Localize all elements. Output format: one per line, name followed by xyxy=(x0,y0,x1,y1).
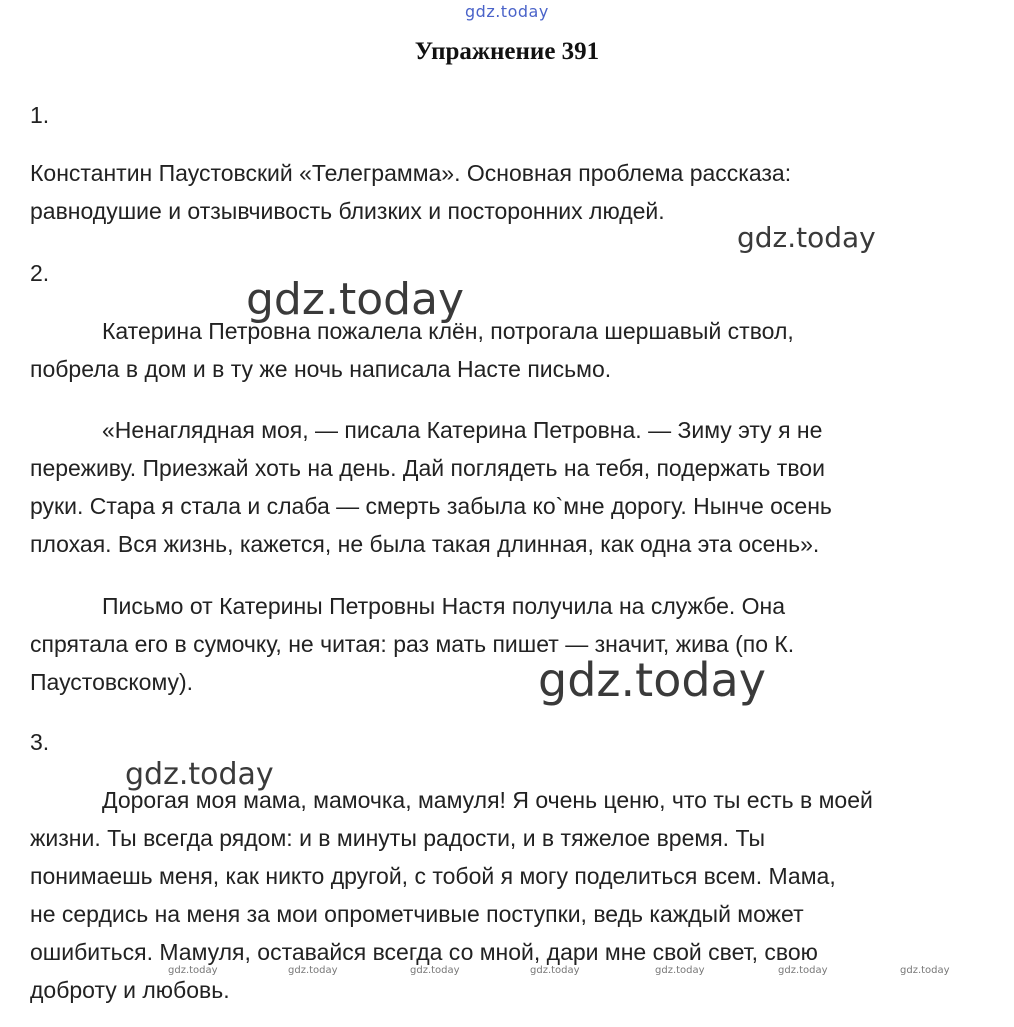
text-line: «Ненаглядная моя, — писала Катерина Петровна. — Зиму эту я не xyxy=(102,417,823,443)
section-1-number: 1. xyxy=(30,102,50,128)
watermark: gdz.today xyxy=(125,757,274,792)
text-line: Паустовскому). xyxy=(30,669,194,695)
watermark-small: gdz.today xyxy=(778,965,828,976)
section-2-paragraph-1 xyxy=(30,312,990,388)
text-line: Константин Паустовский «Телеграмма». Основная проблема рассказа: xyxy=(30,160,792,186)
watermark-small: gdz.today xyxy=(530,965,580,976)
watermark-small: gdz.today xyxy=(900,965,950,976)
watermark: gdz.today xyxy=(737,221,876,254)
text-line: спрятала его в сумочку, не читая: раз мать пишет — значит, жива (по К. xyxy=(30,631,795,657)
page-title: Упражнение 391 xyxy=(414,38,600,65)
text-line: побрела в дом и в ту же ночь написала Насте письмо. xyxy=(30,356,612,382)
text-line: Письмо от Катерины Петровны Настя получила на службе. Она xyxy=(102,593,786,619)
watermark-small: gdz.today xyxy=(655,965,705,976)
text-line: плохая. Вся жизнь, кажется, не была такая длинная, как одна эта осень». xyxy=(30,531,820,557)
text-line: жизни. Ты всегда рядом: и в минуты радости, и в тяжелое время. Ты xyxy=(30,825,766,851)
text-line: понимаешь меня, как никто другой, с тобой я могу поделиться всем. Мама, xyxy=(30,863,836,889)
section-2-paragraph-2 xyxy=(30,411,990,563)
text-line: переживу. Приезжай хоть на день. Дай поглядеть на тебя, подержать твои xyxy=(30,455,825,481)
watermark-top: gdz.today xyxy=(465,2,549,21)
text-line: равнодушие и отзывчивость близких и посторонних людей. xyxy=(30,198,665,224)
section-3-number: 3. xyxy=(30,729,50,755)
text-line: ошибиться. Мамуля, оставайся всегда со мной, дари мне свой свет, свою xyxy=(30,939,818,965)
text-line: доброту и любовь. xyxy=(30,977,230,1003)
watermark: gdz.today xyxy=(538,653,766,707)
text-line: Катерина Петровна пожалела клён, потрогала шершавый ствол, xyxy=(102,318,794,344)
text-line: руки. Стара я стала и слаба — смерть забыла ко`мне дорогу. Нынче осень xyxy=(30,493,832,519)
section-1-text xyxy=(30,154,990,230)
text-line: не сердись на меня за мои опрометчивые поступки, ведь каждый может xyxy=(30,901,804,927)
watermark-small: gdz.today xyxy=(168,965,218,976)
watermark-small: gdz.today xyxy=(410,965,460,976)
text-line: Дорогая моя мама, мамочка, мамуля! Я очень ценю, что ты есть в моей xyxy=(102,787,873,813)
section-2-number: 2. xyxy=(30,260,50,286)
watermark-small: gdz.today xyxy=(288,965,338,976)
watermark: gdz.today xyxy=(246,274,465,325)
section-2-paragraph-3 xyxy=(30,587,990,707)
